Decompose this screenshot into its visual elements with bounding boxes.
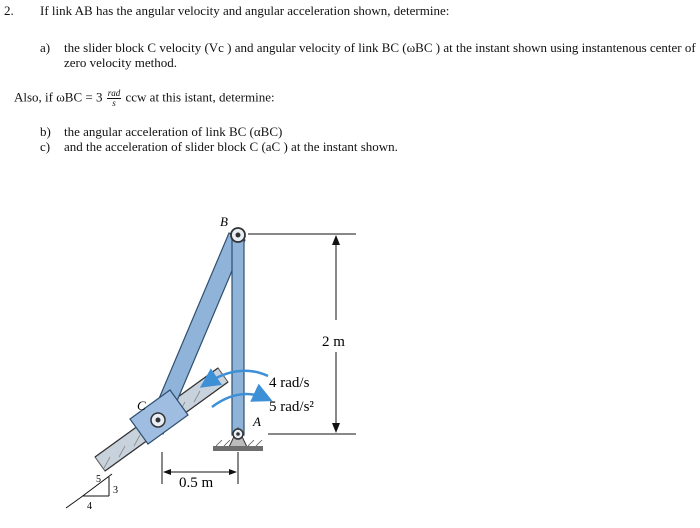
- link-ab: [232, 235, 244, 435]
- also-suffix: ccw at this istant, determine:: [125, 89, 275, 105]
- part-a-text-line2: zero velocity method.: [64, 55, 177, 70]
- slope-label-5: 5: [96, 474, 101, 485]
- slope-label-4: 4: [87, 501, 92, 512]
- label-c: C: [137, 398, 146, 413]
- alpha-label: 5 rad/s²: [269, 399, 314, 415]
- label-a: A: [253, 414, 261, 429]
- part-a-label: a): [40, 40, 51, 55]
- pin-b: [231, 228, 245, 242]
- part-b-text: the angular acceleration of link BC (αBC): [64, 124, 283, 139]
- problem-number: 2.: [4, 3, 14, 18]
- support-a: [213, 428, 263, 451]
- slope-label-3: 3: [113, 485, 118, 496]
- part-a-text-line1: the slider block C velocity (Vc ) and angular velocity of link BC (ωBC ) at the instant shown using instantenous center of: [64, 40, 696, 55]
- label-b: B: [220, 214, 228, 229]
- problem-intro: If link AB has the angular velocity and angular acceleration shown, determine:: [40, 3, 450, 18]
- omega-label: 4 rad/s: [269, 375, 310, 391]
- also-prefix: Also, if ωBC = 3: [14, 89, 103, 105]
- part-c-text: and the acceleration of slider block C (aC ) at the instant shown.: [64, 139, 398, 154]
- height-label: 2 m: [322, 334, 345, 350]
- part-b-label: b): [40, 124, 51, 139]
- fraction-denominator: s: [112, 98, 116, 108]
- offset-label: 0.5 m: [179, 475, 214, 491]
- fraction-numerator: rad: [107, 88, 121, 98]
- part-c-label: c): [40, 139, 51, 154]
- slope-triangle: [66, 474, 118, 512]
